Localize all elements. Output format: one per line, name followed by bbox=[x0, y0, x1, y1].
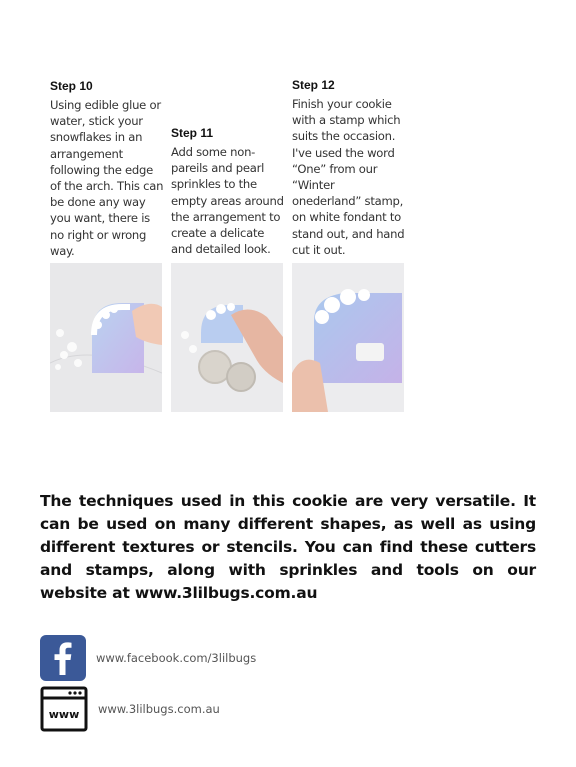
summary-paragraph: The techniques used in this cookie are very versatile. It can be used on many different shapes, as well as using different textures or stencils. You can find these cutters and stamps, along with sprinkles and tools on our website at www.3lilbugs.com.au bbox=[40, 492, 536, 602]
www-icon[interactable] bbox=[40, 686, 88, 732]
step-10-photo bbox=[50, 263, 162, 412]
step-12-text: Finish your cookie with a stamp which suits the occasion. I've used the word “One” from our “Winter onederland” stamp, on white fondant to stand out, and hand cut it out. bbox=[292, 97, 405, 257]
step-11-photo bbox=[171, 263, 283, 412]
step-11-title: Step 11 bbox=[171, 126, 214, 140]
step-12-title: Step 12 bbox=[292, 78, 335, 92]
step-11-text: Add some non-pareils and pearl sprinkles to the empty areas around the arrangement to create a delicate and detailed look. bbox=[171, 145, 284, 257]
facebook-link[interactable]: www.facebook.com/3lilbugs bbox=[96, 651, 257, 665]
step-10-text: Using edible glue or water, stick your snowflakes in an arrangement following the edge of the arch. This can be done any way you want, there is no right or wrong way. bbox=[50, 98, 164, 258]
facebook-icon[interactable] bbox=[40, 635, 86, 681]
step-12-photo bbox=[292, 263, 404, 412]
step-10 bbox=[50, 79, 164, 259]
website-link[interactable]: www.3lilbugs.com.au bbox=[98, 702, 220, 716]
website-row[interactable] bbox=[40, 686, 220, 732]
step-11 bbox=[171, 126, 285, 257]
step-12 bbox=[292, 78, 406, 258]
step-10-title: Step 10 bbox=[50, 79, 93, 93]
facebook-row[interactable] bbox=[40, 635, 256, 681]
www-icon-text: www bbox=[48, 708, 80, 721]
